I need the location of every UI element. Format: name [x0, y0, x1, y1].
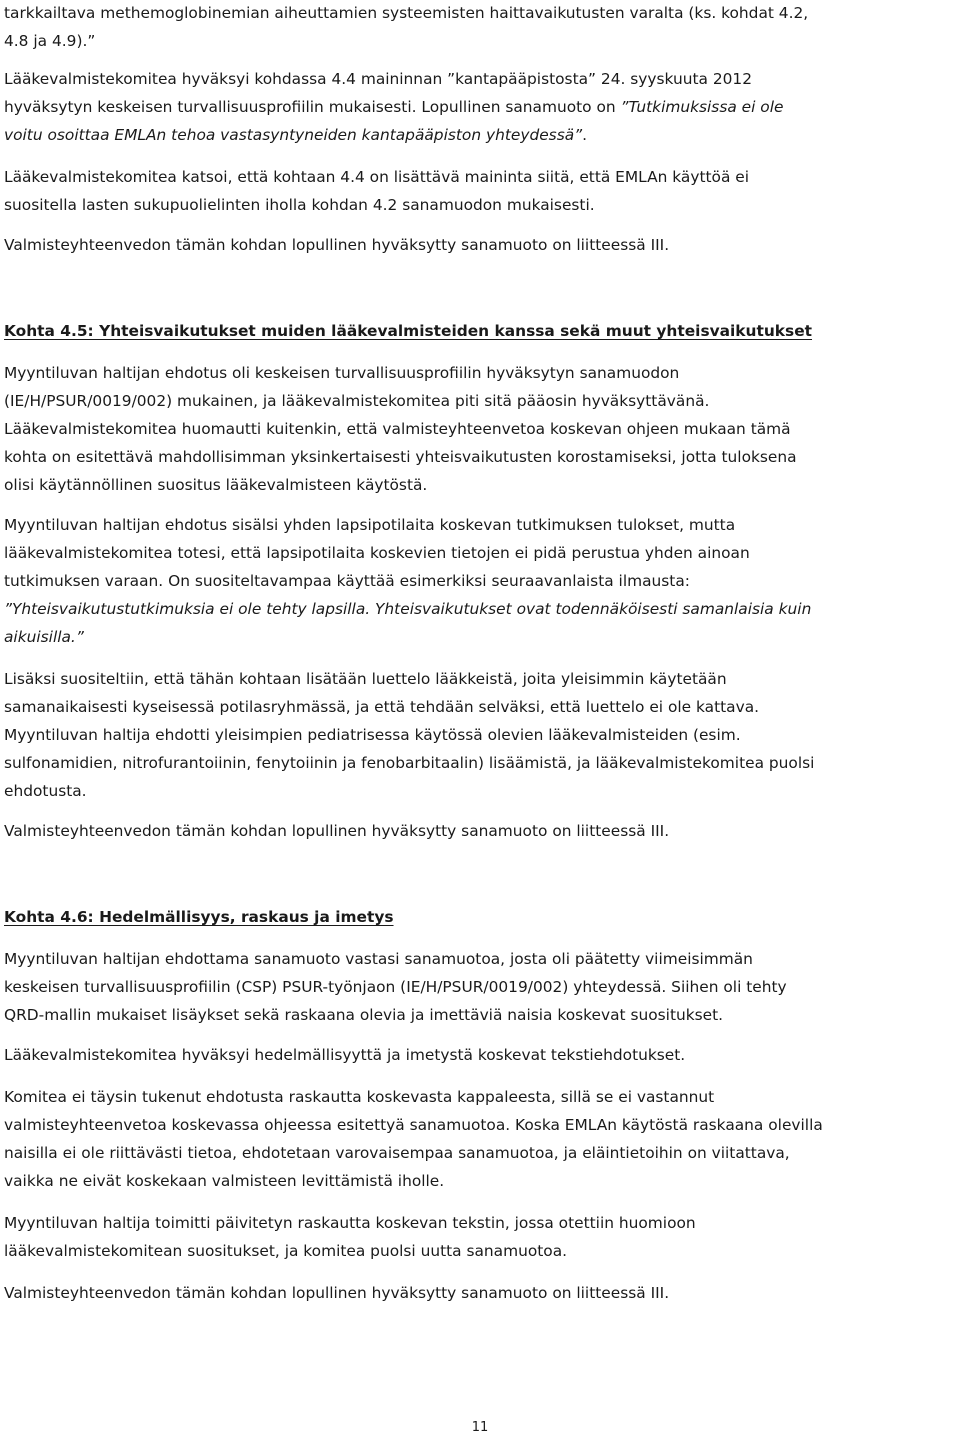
paragraph-line: Lisäksi suositeltiin, että tähän kohtaan lisätään luettelo lääkkeistä, joita yleisimmin käytetään	[4, 670, 727, 688]
paragraph-line: olisi käytännöllinen suositus lääkevalmisteen käytöstä.	[4, 476, 428, 494]
quoted-wording: ”Yhteisvaikutustutkimuksia ei ole tehty lapsilla. Yhteisvaikutukset ovat todennäköisesti samanlaisia kuin	[4, 600, 812, 618]
paragraph-line: Myyntiluvan haltijan ehdotus oli keskeisen turvallisuusprofiilin hyväksytyn sanamuodon	[4, 364, 680, 382]
paragraph-line: kohta on esitettävä mahdollisimman yksinkertaisesti yhteisvaikutusten korostamiseksi, jotta tuloksena	[4, 448, 797, 466]
paragraph-line: Lääkevalmistekomitea huomautti kuitenkin, että valmisteyhteenvetoa koskevan ohjeen mukaan tämä	[4, 420, 791, 438]
paragraph-line: Komitea ei täysin tukenut ehdotusta raskautta koskevasta kappaleesta, sillä se ei vastannut	[4, 1088, 715, 1106]
paragraph-line: vaikka ne eivät koskekaan valmisteen levittämistä iholle.	[4, 1172, 445, 1190]
intro-line: Lääkevalmistekomitea hyväksyi kohdassa 4.4 maininnan ”kantapääpistosta” 24. syyskuuta 2012	[4, 70, 752, 88]
intro-text: .	[582, 126, 588, 144]
intro-line: Valmisteyhteenvedon tämän kohdan lopullinen hyväksytty sanamuoto on liitteessä III.	[4, 236, 670, 254]
quoted-wording: ”Tutkimuksissa ei ole	[620, 98, 784, 116]
section-heading-4-6: Kohta 4.6: Hedelmällisyys, raskaus ja imetys	[4, 908, 394, 926]
paragraph-line: Valmisteyhteenvedon tämän kohdan lopullinen hyväksytty sanamuoto on liitteessä III.	[4, 1284, 670, 1302]
paragraph-line: keskeisen turvallisuusprofiilin (CSP) PSUR-työnjaon (IE/H/PSUR/0019/002) yhteydessä. Siihen oli tehty	[4, 978, 787, 996]
paragraph-line: Myyntiluvan haltijan ehdotus sisälsi yhden lapsipotilaita koskevan tutkimuksen tulokset, mutta	[4, 516, 736, 534]
paragraph-line: samanaikaisesti kyseisessä potilasryhmässä, ja että tehdään selväksi, että luettelo ei ole kattava.	[4, 698, 760, 716]
intro-line	[4, 122, 587, 150]
page-number: 11	[471, 1420, 489, 1435]
intro-line: Lääkevalmistekomitea katsoi, että kohtaan 4.4 on lisättävä maininta siitä, että EMLAn käyttöä ei	[4, 168, 750, 186]
paragraph-line: tutkimuksen varaan. On suositeltavampaa käyttää esimerkiksi seuraavanlaista ilmausta:	[4, 572, 690, 590]
paragraph-line: lääkevalmistekomitean suositukset, ja komitea puolsi uutta sanamuotoa.	[4, 1242, 568, 1260]
paragraph-line: Myyntiluvan haltija ehdotti yleisimpien pediatrisessa käytössä olevien lääkevalmisteiden (esim.	[4, 726, 741, 744]
section-heading-4-5: Kohta 4.5: Yhteisvaikutukset muiden lääkevalmisteiden kanssa sekä muut yhteisvaikutukset	[4, 322, 813, 340]
paragraph-line: valmisteyhteenvetoa koskevassa ohjeessa esitettyä sanamuotoa. Koska EMLAn käytöstä raskaana olevilla	[4, 1116, 823, 1134]
intro-text: hyväksytyn keskeisen turvallisuusprofiilin mukaisesti. Lopullinen sanamuoto on	[4, 98, 621, 116]
quoted-wording: voitu osoittaa EMLAn tehoa vastasyntyneiden kantapääpiston yhteydessä”	[4, 126, 583, 144]
intro-line: tarkkailtava methemoglobinemian aiheuttamien systeemisten haittavaikutusten varalta (ks. kohdat 4.2,	[4, 4, 809, 22]
paragraph-line: naisilla ei ole riittävästi tietoa, ehdotetaan varovaisempaa sanamuotoa, ja eläintietoihin on viitattava,	[4, 1144, 790, 1162]
paragraph-line: Myyntiluvan haltija toimitti päivitetyn raskautta koskevan tekstin, jossa otettiin huomioon	[4, 1214, 696, 1232]
intro-line: suositella lasten sukupuolielinten iholla kohdan 4.2 sanamuodon mukaisesti.	[4, 196, 595, 214]
paragraph-line: sulfonamidien, nitrofurantoiinin, fenytoiinin ja fenobarbitaalin) lisäämistä, ja lääkevalmistekomitea puolsi	[4, 754, 815, 772]
paragraph-line: Myyntiluvan haltijan ehdottama sanamuoto vastasi sanamuotoa, josta oli päätetty viimeisimmän	[4, 950, 753, 968]
paragraph-line: QRD-mallin mukaiset lisäykset sekä raskaana olevia ja imettäviä naisia koskevat suositukset.	[4, 1006, 724, 1024]
paragraph-line: Valmisteyhteenvedon tämän kohdan lopullinen hyväksytty sanamuoto on liitteessä III.	[4, 822, 670, 840]
quoted-wording: aikuisilla.”	[4, 628, 84, 646]
paragraph-line: ehdotusta.	[4, 782, 87, 800]
paragraph-line: (IE/H/PSUR/0019/002) mukainen, ja lääkevalmistekomitea piti sitä pääosin hyväksyttävänä.	[4, 392, 710, 410]
paragraph-line: lääkevalmistekomitea totesi, että lapsipotilaita koskevien tietojen ei pidä perustua yhden ainoan	[4, 544, 750, 562]
paragraph-line: Lääkevalmistekomitea hyväksyi hedelmällisyyttä ja imetystä koskevat tekstiehdotukset.	[4, 1046, 686, 1064]
intro-line	[4, 94, 783, 122]
intro-line: 4.8 ja 4.9).”	[4, 32, 96, 50]
